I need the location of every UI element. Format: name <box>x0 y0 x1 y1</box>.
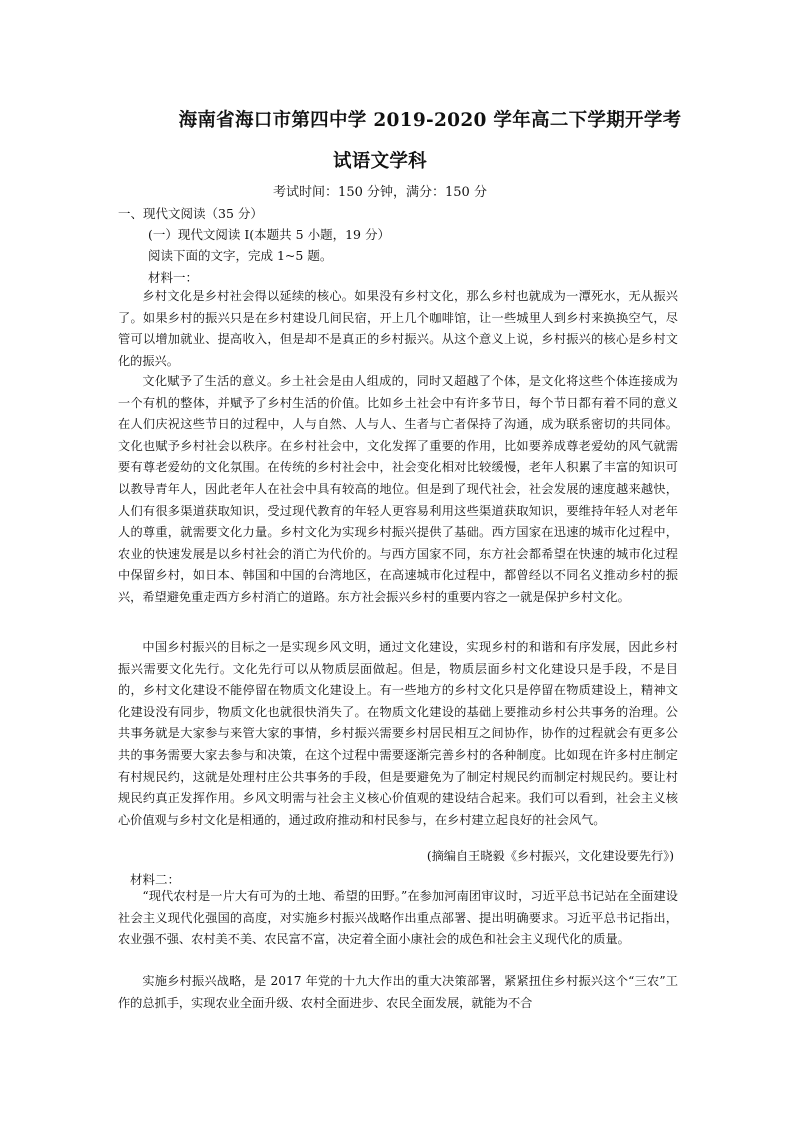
paragraph-2: 文化赋予了生活的意义。乡土社会是由人组成的，同时又超越了个体，是文化将这些个体连接成为一个有机的整体，并赋予了乡村生活的价值。比如乡土社会中有许多节日，每个节日都有着不同的意义在人们庆祝这些节日的过程中，人与自然、人与人、生者与亡者保持了沟通，成为联系密切的共同体。文化也赋予乡村社会以秩序。在乡村社会中，文化发挥了重要的作用，比如要养成尊老爱幼的风气就需要有尊老爱幼的文化氛围。在传统的乡村社会中，社会变化相对比较缓慢，老年人积累了丰富的知识可以教导青年人，因此老年人在社会中具有较高的地位。但是到了现代社会，社会发展的速度越来越快，人们有很多渠道获取知识，受过现代教育的年轻人更容易利用这些渠道获取知识，要维持年轻人对老年人的尊重，就需要文化力量。乡村文化为实现乡村振兴提供了基础。西方国家在迅速的城市化过程中，农业的快速发展是以乡村社会的消亡为代价的。与西方国家不同，东方社会都希望在快速的城市化过程中保留乡村，如日本、韩国和中国的台湾地区，在高速城市化过程中，都曾经以不同名义推动乡村的振兴，希望避免重走西方乡村消亡的道路。东方社会振兴乡村的重要内容之一就是保护乡村文化。 <box>118 374 678 604</box>
section-heading: 一、现代文阅读（35 分） <box>118 206 263 221</box>
paragraph-1: 乡村文化是乡村社会得以延续的核心。如果没有乡村文化，那么乡村也就成为一潭死水，无从振兴了。如果乡村的振兴只是在乡村建设几间民宿，开上几个咖啡馆，让一些城里人到乡村来换换空气，尽管可以增加就业、提高收入，但是却不是真正的乡村振兴。从这个意义上说，乡村振兴的核心是乡村文化的振兴。 <box>118 289 678 368</box>
paragraph-5: 实施乡村振兴战略，是 2017 年党的十九大作出的重大决策部署，紧紧扭住乡村振兴这个“三农”工作的总抓手，实现农业全面升级、农村全面进步、农民全面发展，就能为不合 <box>118 974 678 1010</box>
reading-instruction: 阅读下面的文字，完成 1~5 题。 <box>148 248 333 263</box>
page-title-line2: 试语文学科 <box>332 151 427 172</box>
exam-info: 考试时间：150 分钟，满分：150 分 <box>273 185 487 200</box>
material2-label: 材料二： <box>130 872 181 887</box>
subsection-heading: (一）现代文阅读 I(本题共 5 小题，19 分） <box>148 227 390 242</box>
source-citation: (摘编自王晓毅《乡村振兴，文化建设要先行》) <box>426 849 674 863</box>
page-title-line1: 海南省海口市第四中学 2019-2020 学年高二下学期开学考 <box>178 110 682 131</box>
material1-label: 材料一： <box>148 270 199 285</box>
paragraph-4: “现代农村是一片大有可为的土地、希望的田野。”在参加河南团审议时，习近平总书记站在全面建设社会主义现代化强国的高度，对实施乡村振兴战略作出重点部署、提出明确要求。习近平总书记指出，农业强不强、农村美不美、农民富不富，决定着全面小康社会的成色和社会主义现代化的质量。 <box>118 889 678 947</box>
paragraph-3: 中国乡村振兴的目标之一是实现乡风文明，通过文化建设，实现乡村的和谐和有序发展，因此乡村振兴需要文化先行。文化先行可以从物质层面做起。但是，物质层面乡村文化建设只是手段，不是目的，乡村文化建设不能停留在物质文化建设上。有一些地方的乡村文化只是停留在物质建设上，精神文化建设没有同步，物质文化也就很快消失了。在物质文化建设的基础上要推动乡村公共事务的治理。公共事务就是大家参与来管大家的事情，乡村振兴需要乡村居民相互之间协作，协作的过程就会有更多公共的事务需要大家去参与和决策，在这个过程中需要逐渐完善乡村的各种制度。比如现在许多村庄制定有村规民约，这就是处理村庄公共事务的手段，但是要避免为了制定村规民约而制定村规民约。要让村规民约真正发挥作用。乡风文明需与社会主义核心价值观的建设结合起来。我们可以看到，社会主义核心价值观与乡村文化是相通的，通过政府推动和村民参与，在乡村建立起良好的社会风气。 <box>118 640 678 827</box>
